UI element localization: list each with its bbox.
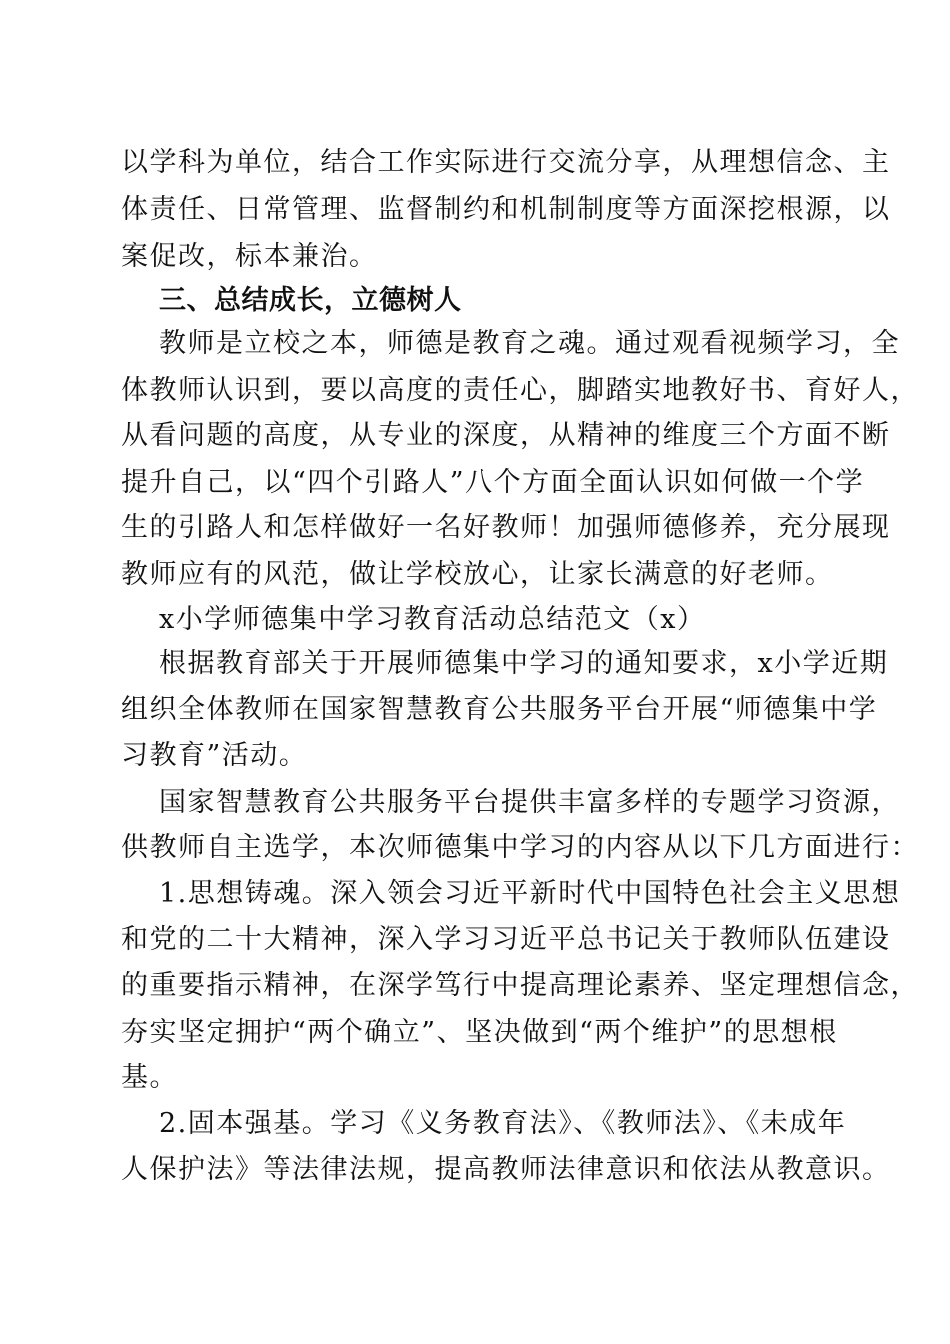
- paragraph-line: 体教师认识到，要以高度的责任心，脚踏实地教好书、育好人，: [121, 375, 919, 406]
- list-item-line: 1.思想铸魂。深入领会习近平新时代中国特色社会主义思想: [159, 878, 901, 909]
- paragraph-line: 和党的二十大精神，深入学习习近平总书记关于教师队伍建设: [121, 924, 891, 955]
- paragraph-line: 提升自己，以“四个引路人”八个方面全面认识如何做一个学: [121, 467, 865, 498]
- paragraph-line: 教师应有的风范，做让学校放心，让家长满意的好老师。: [121, 559, 834, 590]
- list-item-line: 2.固本强基。学习《义务教育法》、《教师法》、《未成年: [159, 1108, 847, 1139]
- paragraph-line: 根据教育部关于开展师德集中学习的通知要求，x小学近期: [159, 648, 889, 679]
- paragraph-line: 案促改，标本兼治。: [121, 241, 378, 272]
- paragraph-line: 供教师自主选学，本次师德集中学习的内容从以下几方面进行：: [121, 832, 919, 863]
- paragraph-line: 基。: [121, 1062, 178, 1093]
- paragraph-line: 习教育”活动。: [121, 740, 308, 771]
- paragraph-line: 从看问题的高度，从专业的深度，从精神的维度三个方面不断: [121, 420, 891, 451]
- paragraph-line: 夯实坚定拥护“两个确立”、坚决做到“两个维护”的思想根: [121, 1017, 838, 1048]
- paragraph-line: 体责任、日常管理、监督制约和机制制度等方面深挖根源，以: [121, 194, 891, 225]
- paragraph-line: 国家智慧教育公共服务平台提供丰富多样的专题学习资源，: [159, 787, 900, 818]
- section-heading: 三、总结成长，立德树人: [159, 285, 462, 316]
- paragraph-line: 生的引路人和怎样做好一名好教师！加强师德修养，充分展现: [121, 512, 891, 543]
- paragraph-line: 人保护法》等法律法规，提高教师法律意识和依法从教意识。: [121, 1154, 891, 1185]
- document-title-line: x小学师德集中学习教育活动总结范文（x）: [159, 604, 706, 635]
- paragraph-line: 以学科为单位，结合工作实际进行交流分享，从理想信念、主: [121, 147, 891, 178]
- paragraph-line: 组织全体教师在国家智慧教育公共服务平台开展“师德集中学: [121, 694, 878, 725]
- paragraph-line: 教师是立校之本，师德是教育之魂。通过观看视频学习，全: [159, 328, 900, 359]
- paragraph-line: 的重要指示精神，在深学笃行中提高理论素养、坚定理想信念，: [121, 970, 919, 1001]
